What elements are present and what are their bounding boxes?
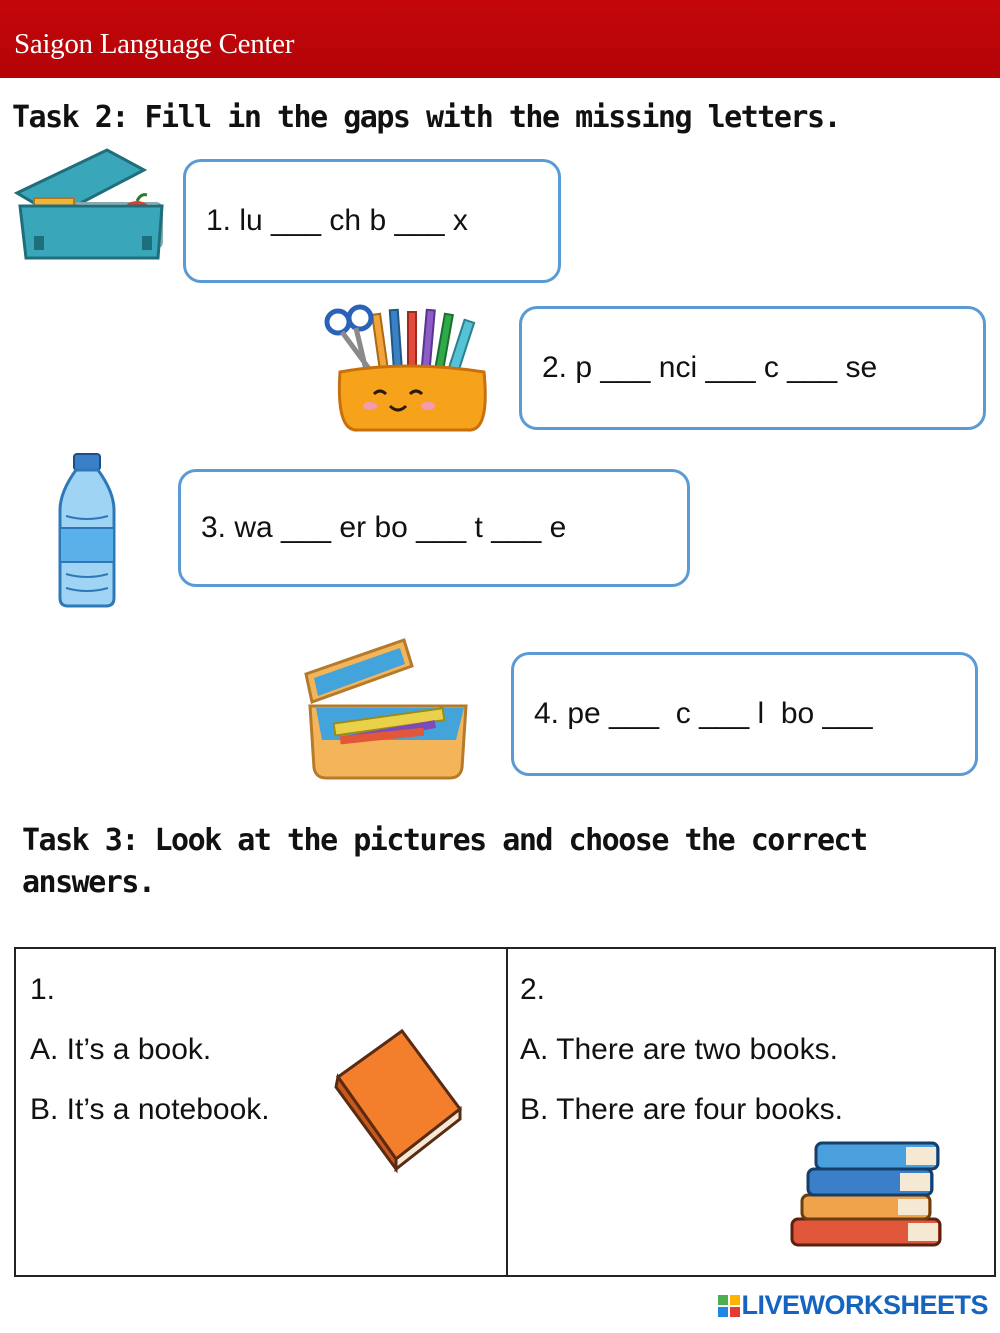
gap-fill-text-4: 4. pe ___ c ___ l bo ___ <box>534 697 873 730</box>
liveworksheets-logo-icon <box>717 1294 741 1318</box>
liveworksheets-logo[interactable] <box>717 1290 988 1321</box>
question-2-number: 2. <box>520 973 546 1006</box>
question-2-option-b[interactable]: B. There are four books. <box>520 1093 843 1126</box>
task3-title: Task 3: Look at the pictures and choose the correct answers. <box>22 823 867 900</box>
liveworksheets-logo-text: LIVEWORKSHEETS <box>741 1290 988 1320</box>
answer-table <box>14 947 996 1277</box>
book-icon <box>332 1027 464 1173</box>
task2-title: Task 2: Fill in the gaps with the missing letters. <box>12 100 841 135</box>
table-divider <box>506 949 508 1275</box>
header-bar <box>0 0 1000 78</box>
pencil-box-icon <box>300 636 472 782</box>
question-1-option-b[interactable]: B. It’s a notebook. <box>30 1093 270 1126</box>
question-2-option-a[interactable]: A. There are two books. <box>520 1033 838 1066</box>
water-bottle-icon <box>52 450 122 610</box>
gap-fill-box-1[interactable] <box>183 159 561 283</box>
book-stack-icon <box>788 1137 948 1251</box>
gap-fill-box-2[interactable] <box>519 306 986 430</box>
gap-fill-text-1: 1. lu ___ ch b ___ x <box>206 204 468 237</box>
pencil-case-icon <box>318 302 498 434</box>
question-1-number: 1. <box>30 973 56 1006</box>
gap-fill-box-3[interactable] <box>178 469 690 587</box>
gap-fill-box-4[interactable] <box>511 652 978 776</box>
gap-fill-text-3: 3. wa ___ er bo ___ t ___ e <box>201 511 567 544</box>
lunchbox-icon <box>12 148 172 268</box>
header-title: Saigon Language Center <box>14 28 295 60</box>
gap-fill-text-2: 2. p ___ nci ___ c ___ se <box>542 351 878 384</box>
question-1-option-a[interactable]: A. It’s a book. <box>30 1033 212 1066</box>
